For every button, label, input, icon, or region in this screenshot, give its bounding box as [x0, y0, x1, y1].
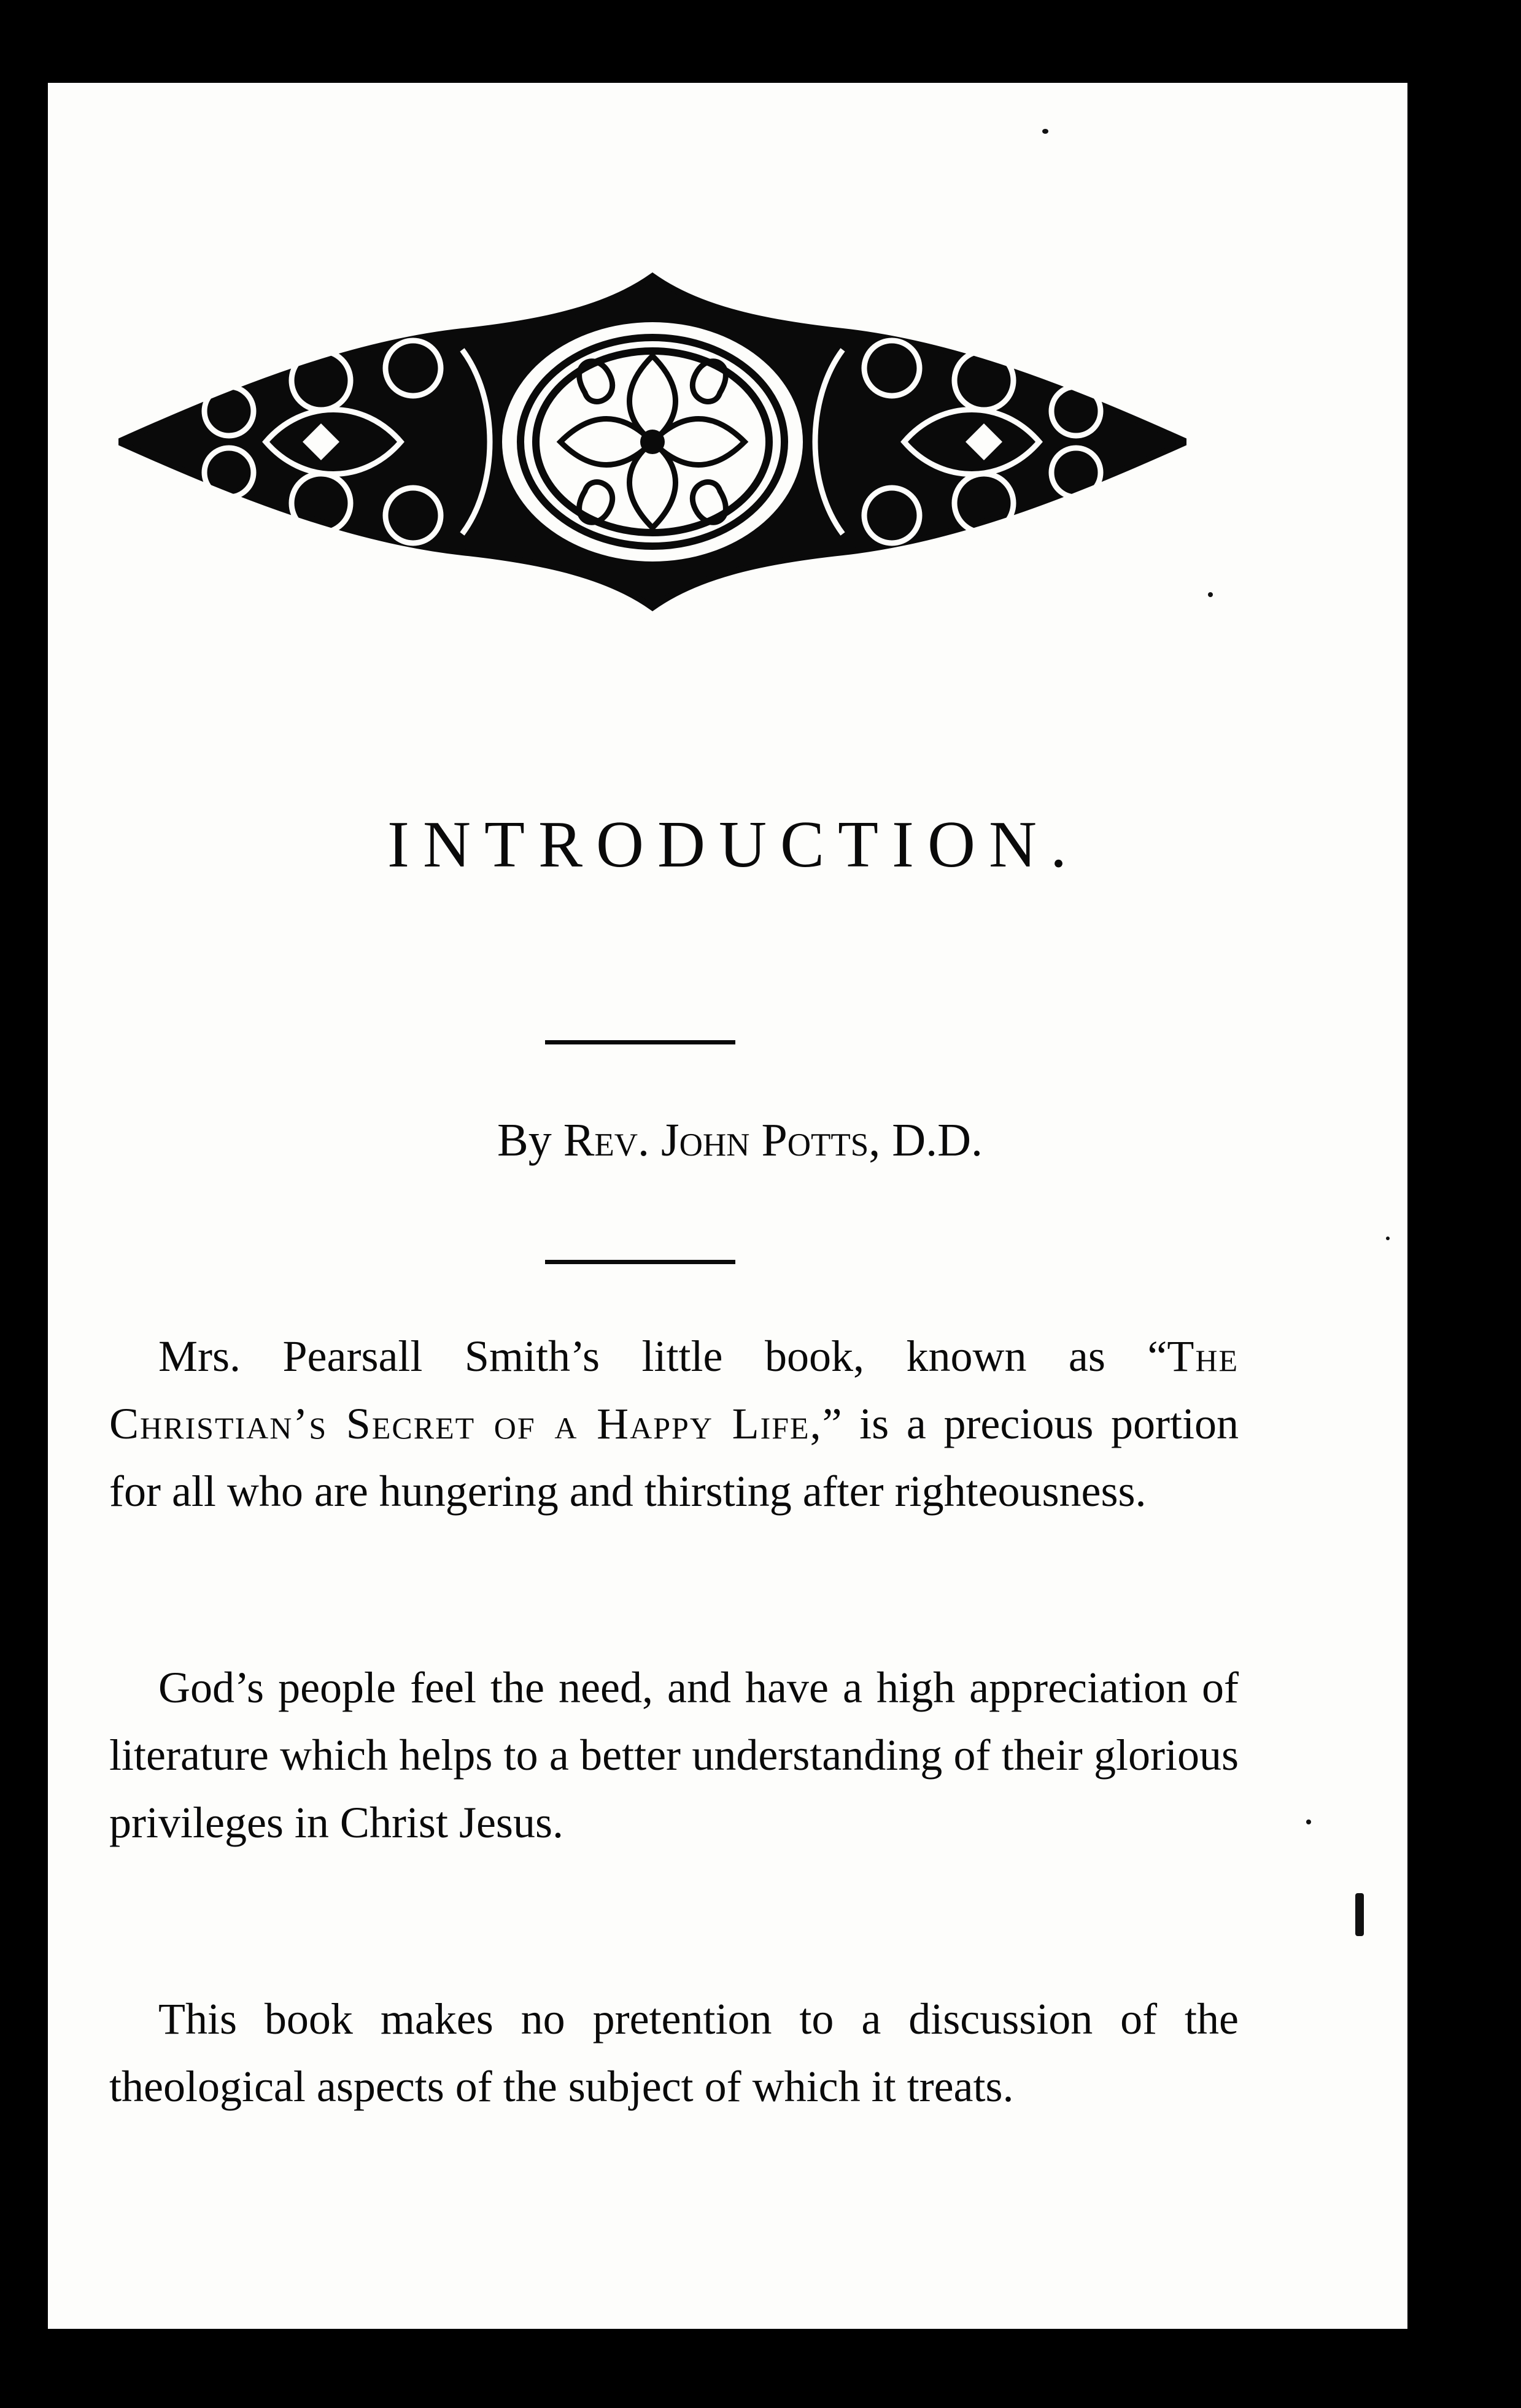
byline-prefix: By	[497, 1114, 563, 1166]
paragraph-3: This book makes no pretention to a discussion of the theological aspects of the subject of which it treats.	[109, 1994, 1239, 2111]
paragraph-text: Mrs. Pearsall Smith’s little book, known as “	[158, 1332, 1167, 1381]
page-title: INTRODUCTION.	[387, 808, 1080, 881]
byline	[48, 1114, 1407, 1167]
print-speck	[1208, 592, 1213, 597]
print-speck	[1306, 1820, 1311, 1824]
paragraph-2: God’s people feel the need, and have a high appreciation of literature which helps to a better understanding of their glorious privileges in Christ Jesus.	[109, 1663, 1239, 1847]
divider-rule	[545, 1040, 735, 1044]
byline-author: Rev. John Potts,	[563, 1114, 881, 1166]
divider-rule	[545, 1260, 735, 1264]
book-page	[48, 83, 1407, 2329]
paragraph-1	[109, 1322, 1239, 1525]
paragraph-text: ” is a precious portion for all who are hungering and thirsting after righteousness.	[109, 1399, 1239, 1516]
ornamental-headpiece-icon	[118, 239, 1186, 644]
print-speck	[1042, 129, 1048, 134]
byline-suffix: D.D.	[880, 1114, 983, 1166]
print-speck	[1355, 1893, 1364, 1936]
book-title: The Christian’s Secret of a Happy Life,	[109, 1332, 1239, 1448]
print-speck	[1386, 1237, 1390, 1240]
